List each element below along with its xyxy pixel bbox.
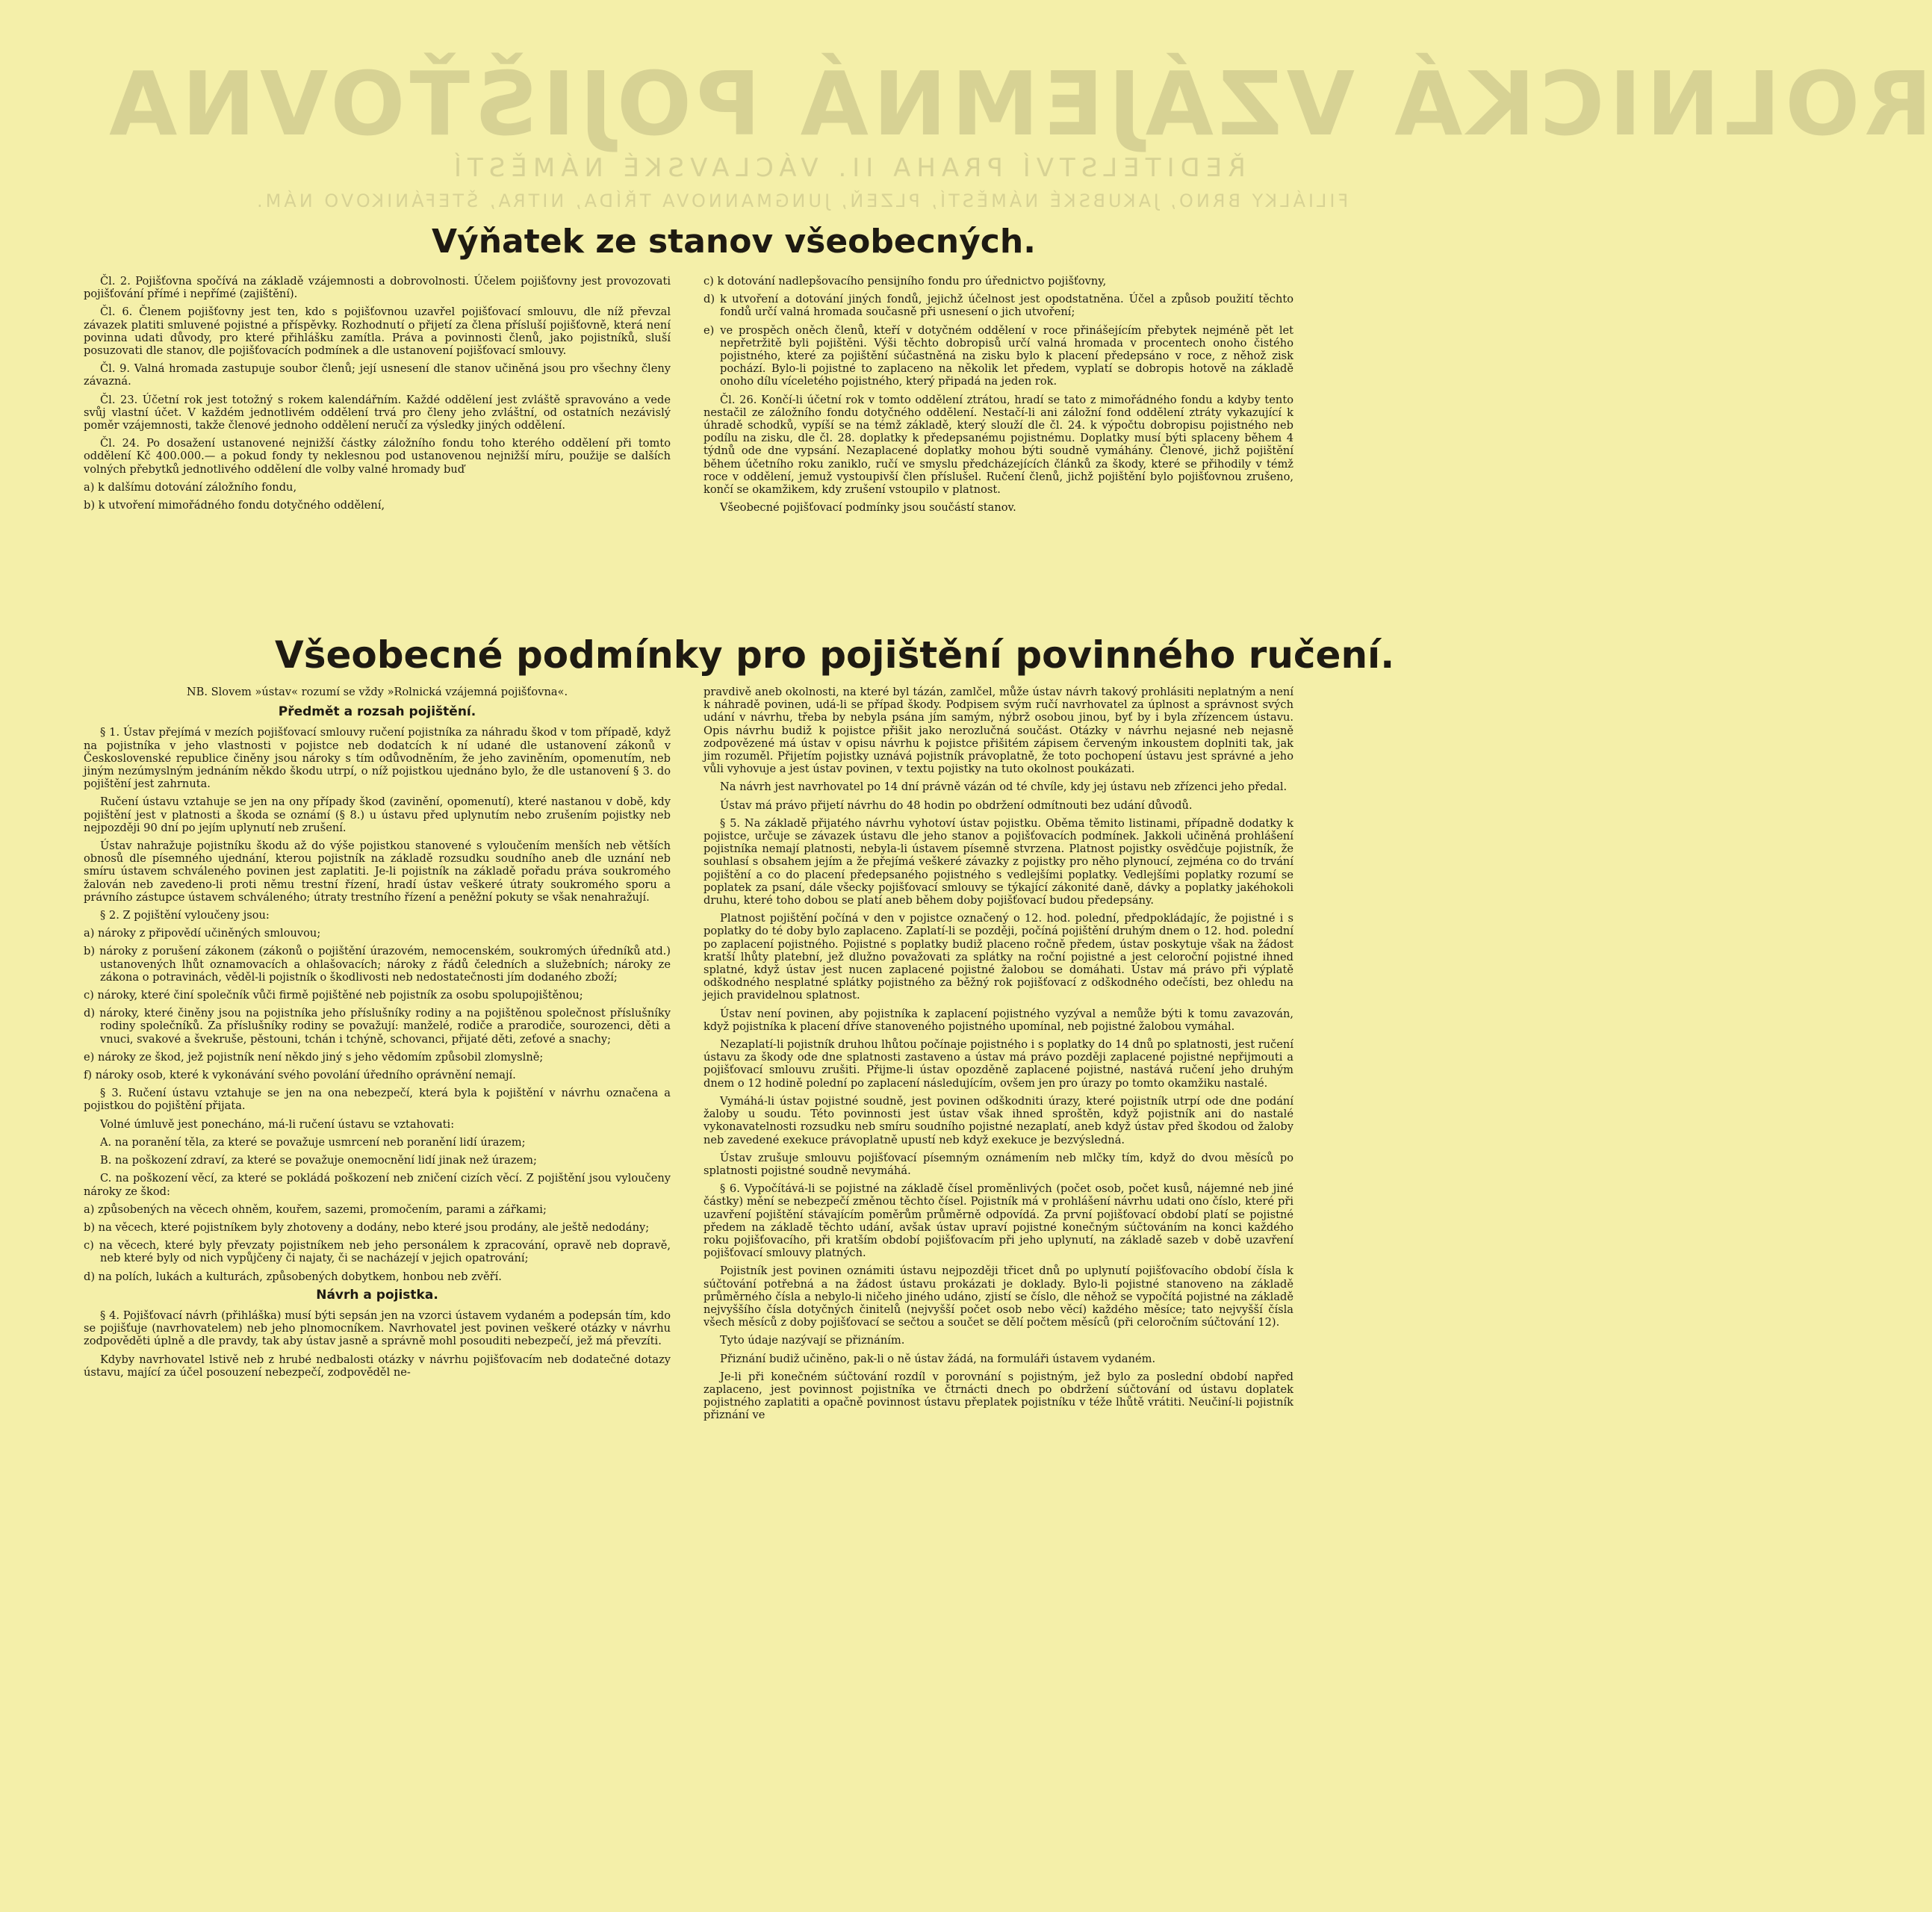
paragraph: Nezaplatí-li pojistník druhou lhůtou počínaje pojistného i s poplatky do 14 dnů po splatnosti, jest ručení ústavu za škody ode dne splatnosti zastaveno a ústav má právo později zaplacené pojistné nepřijmouti a pojišťovací smlouvu zrušiti. Přijme-li ústav opozděně zaplacené pojistné, nastává ručení jeho druhým dnem o 12 hodině polední po zaplacení následujícím, ovšem jen pro úrazy po tomto okamžiku nastalé. [703,1038,1294,1090]
paragraph: c) k dotování nadlepšovacího pensijního fondu pro úřednictvo pojišťovny, [703,275,1107,288]
paragraph: Čl. 6. Členem pojišťovny jest ten, kdo s pojišťovnou uzavřel pojišťovací smlouvu, dle níž převzal závazek platiti smluvené pojistné a příspěvky. Rozhodnutí o přijetí za člena přísluší pojišťovně, která není povinna udati důvody, pro které přihlášku zamítla. Práva a povinnosti členů, jako pojistníků, sluší posuzovati dle stanov, dle pojišťovacích podmínek a dle ustanovení pojišťovací smlouvy. [84,305,671,358]
paragraph: Ústav zrušuje smlouvu pojišťovací písemným oznámením neb mlčky tím, když do dvou měsíců po splatnosti pojistné soudně nevymáhá. [703,1151,1293,1177]
paragraph: § 3. Ručení ústavu vztahuje se jen na ona nebezpečí, která byla k pojištění v návrhu označena a pojistkou do pojištění přijata. [84,1087,671,1113]
paragraph: Platnost pojištění počíná v den v pojistce označený o 12. hod. polední, předpokládajíc, že pojistné i s poplatky do té doby bylo zaplaceno. Zaplatí-li se později, počíná pojištění druhým dnem o 12. hod. polední po zaplacení pojistného. Pojistné s poplatky budiž placeno ročně předem, ústav poskytuje však na žádost kratší lhůty platební, jež dlužno považovati za splátky na roční pojistné a jest celoroční pojistné ihned splatné, když ústav jest nucen zaplacené pojistné žalobou se domáhati. Ústav má právo při výplatě odškodného nesplatné splátky pojistného za běžný rok pojišťovací z odškodného odečísti, bez ohledu na jejich pravidelnou splatnost. [703,912,1293,1002]
paragraph: Na návrh jest navrhovatel po 14 dní právně vázán od té chvíle, kdy jej ústavu neb zřízenci jeho předal. [720,780,1288,794]
paragraph: Tyto údaje nazývají se přiznáním. [720,1334,905,1347]
paragraph: a) způsobených na věcech ohněm, kouřem, sazemi, promočením, parami a zářkami; [84,1202,547,1216]
section-heading: Předmět a rozsah pojištění. [278,704,476,720]
paragraph: e) nároky ze škod, jež pojistník není někdo jiný s jeho vědomím způsobil zlomyslně; [84,1050,544,1064]
paragraph: § 1. Ústav přejímá v mezích pojišťovací smlouvy ručení pojistníka za náhradu škod v tom případě, když na pojistníka v jeho vlastnosti v pojistce neb dodatcích k ní udané dle ustanovení zákonů v Československé republice činěny jsou nároky s tím odůvodněním, že jeho zaviněním, opomenutím, neb jiným nezúmyslným jednáním někdo škodu utrpí, o níž pojistkou ujednáno bylo, že dle ustanovení § 3. do pojištění jest zahrnuta. [84,726,671,791]
paragraph: e) ve prospěch oněch členů, kteří v dotyčném oddělení v roce přinášejícím přebytek nejméně pět let nepřetržitě byli pojištěni. Výši těchto dobropisů určí valná hromada v procentech onoho čistého pojistného, které za pojištění súčastněná na zisku bylo k placení předepsáno v roce, z něhož zisk pochází. Bylo-li pojistné to zaplaceno na několik let předem, vyplatí se dobropis hotově na základě onoho dílu víceletého pojistného, který připadá na jeden rok. [703,323,1293,388]
paragraph: b) k utvoření mimořádného fondu dotyčného oddělení, [84,499,385,512]
paragraph: Čl. 24. Po dosažení ustanovené nejnižší částky záložního fondu toho kterého oddělení při tomto oddělení Kč 400.000.— a pokud fondy ty neklesnou pod ustanovenou nejnižší míru, použije se dalších volných přebytků jednotlivého oddělení dle volby valné hromady buď [84,437,671,476]
paragraph: Ústav má právo přijetí návrhu do 48 hodin po obdržení odmítnouti bez udání důvodů. [720,798,1193,812]
paragraph: Všeobecné pojišťovací podmínky jsou součástí stanov. [720,501,1016,515]
paragraph: a) nároky z připovědí učiněných smlouvou; [84,927,321,940]
paragraph: Vymáhá-li ústav pojistné soudně, jest povinen odškodniti úrazy, které pojistník utrpí ode dne podání žaloby u soudu. Této povinnosti jest ústav však ihned sproštěn, když pojistník ani do nastalé vykonavatelnosti rozsudku neb smíru soudního pojistné nezaplatí, aneb když ústav před škodou od žaloby neb zavedené exekuce právoplatně upustí neb když exekuce je bezvýsledná. [703,1094,1293,1146]
paragraph: § 5. Na základě přijatého návrhu vyhotoví ústav pojistku. Oběma těmito listinami, případně dodatky k pojistce, určuje se závazek ústavu dle jeho stanov a pojišťovacích podmínek. Jakkoli učiněná prohlášení pojistníka nemají platnosti, nebyla-li ústavem písemně stvrzena. Platnost pojistky osvědčuje pojistník, že souhlasí s obsahem jejím a že přejímá veškeré závazky z pojistky pro něho plynoucí, zejména co do trvání pojištění a co do placení předepsaného pojistného s vedlejšími poplatky. Vedlejšími poplatky rozumí se poplatek za psaní, dále všecky pojišťovací smlouvy se týkající zákonité daně, dávky a poplatky jakéhokoli druhu, které toho dobou se platí aneb během doby pojišťovací budou předepsány. [703,816,1293,907]
paragraph: d) nároky, které činěny jsou na pojistníka jeho příslušníky rodiny a na pojištěnou společnost příslušníky rodiny společníků. Za příslušníky rodiny se považují: manželé, rodiče a prarodiče, sourozenci, děti a vnuci, svakové a švekruše, pěstouni, tchán i tchýně, schovanci, přijaté děti, zeťové a snachy; [84,1007,671,1046]
conditions-left-column [84,686,671,1384]
section-title-statutes: Výňatek ze stanov všeobecných. [432,223,1036,261]
paragraph: Ručení ústavu vztahuje se jen na ony případy škod (zavinění, opomenutí), které nastanou v době, kdy pojištění jest v platnosti a škoda se oznámí (§ 8.) u ústavu před uplynutím nebo zrušením pojistky neb nejpozději 90 dní po jejím uplynutí neb zrušení. [84,795,671,834]
paragraph: a) k dalšímu dotování záložního fondu, [84,480,297,494]
paragraph: Čl. 2. Pojišťovna spočívá na základě vzájemnosti a dobrovolnosti. Účelem pojišťovny jest provozovati pojišťování přímé i nepřímé (zajištění). [84,275,671,301]
paragraph: Volné úmluvě jest ponecháno, má-li ručení ústavu se vztahovati: [100,1117,455,1131]
paragraph: § 4. Pojišťovací návrh (přihláška) musí býti sepsán jen na vzorci ústavem vydaném a podepsán tím, kdo se pojišťuje (navrhovatelem) neb jeho plnomocníkem. Navrhovatel jest povinen veškeré otázky v návrhu zodpověděti úplně a dle pravdy, tak aby ústav jasně a správně mohl posouditi nebezpečí, jež má převzíti. [84,1309,671,1348]
paragraph: Ústav není povinen, aby pojistníka k zaplacení pojistného vyzýval a nemůže býti k tomu zavazován, když pojistníka k placení dříve stanoveného pojistného upomínal, neb pojistné žalobou vymáhal. [703,1007,1293,1033]
paragraph: Ústav nahražuje pojistníku škodu až do výše pojistkou stanovené s vyloučením menších neb větších obnosů dle písemného ujednání, kterou pojistník na základě rozsudku soudního aneb dle uznání neb smíru ústavem schváleného povinen jest zaplatiti. Je-li pojistník na základě pořadu práva soukromého žalován neb zavedeno-li proti němu trestní řízení, hradí ústav veškeré útraty soukromého sporu a právního zástupce ústavem schváleného; útraty trestního řízení a peněžní pokuty se však nenahražují. [84,839,671,904]
paragraph: § 6. Vypočítává-li se pojistné na základě čísel proměnlivých (počet osob, počet kusů, nájemné neb jiné částky) mění se nebezpečí změnou těchto čísel. Pojistník má v prohlášení návrhu udati ono číslo, které při uzavření pojištění stávajícím poměrům průměrně odpovídá. Za první pojišťovací období platí se pojistné předem na základě těchto udání, avšak ústav upraví pojistné konečným súčtováním na konci každého roku pojišťovacího, při kratším období pojišťovacím při jeho uplynutí, na základě sazeb v době uzavření pojišťovací smlouvy platných. [703,1182,1293,1260]
section-title-conditions: Všeobecné podmínky pro pojištění povinného ručení. [275,633,1395,677]
paragraph: Čl. 9. Valná hromada zastupuje soubor členů; její usnesení dle stanov učiněná jsou pro všechny členy závazná. [84,362,671,388]
section-heading: Návrh a pojistka. [316,1287,438,1303]
paragraph: Přiznání budiž učiněno, pak-li o ně ústav žádá, na formuláři ústavem vydaném. [720,1352,1156,1365]
paragraph: Je-li při konečném súčtování rozdíl v porovnání s pojistným, jež bylo za poslední období napřed zaplaceno, jest povinnost pojistníka ve čtrnácti dnech po obdržení súčtování od ústavu doplatek pojistného zaplatiti a opačně povinnost ústavu přeplatek pojistníku v téže lhůtě vrátiti. Neučiní-li pojistník přiznání ve [703,1370,1293,1422]
paragraph: d) na polích, lukách a kulturách, způsobených dobytkem, honbou neb zvěří. [84,1270,502,1283]
paragraph: NB. Slovem »ústav« rozumí se vždy »Rolnická vzájemná pojišťovna«. [186,686,568,698]
statutes-left-column [84,275,671,517]
paragraph: § 2. Z pojištění vyloučeny jsou: [100,909,270,922]
paragraph: c) na věcech, které byly převzaty pojistníkem neb jeho personálem k zpracování, opravě neb dopravě, neb které byly od nich vypůjčeny či najaty, či se nacházejí v jejich opatrování; [84,1239,671,1265]
paragraph: b) nároky z porušení zákonem (zákonů o pojištění úrazovém, nemocenském, soukromých úředníků atd.) ustanovených lhůt oznamovacích a ohlašovacích; nároky z řádů čeledních a služebních; nároky ze zákona o potravinách, věděl-li pojistník o škodlivosti neb nedostatečnosti jím dodaného zboží; [84,945,671,984]
paragraph: C. na poškození věcí, za které se pokládá poškození neb zničení cizích věcí. Z pojištění jsou vyloučeny nároky ze škod: [84,1172,671,1198]
paragraph: Kdyby navrhovatel lstivě neb z hrubé nedbalosti otázky v návrhu pojišťovacím neb dodatečné dotazy ústavu, mající za účel posouzení nebezpečí, zodpověděl ne- [84,1353,671,1379]
statutes-right-column [703,275,1293,519]
bleed-line-2: ŘEDITELSTVÍ PRAHA II. VÁCLAVSKÉ NÁMĚSTÍ [448,153,1246,183]
paragraph: b) na věcech, které pojistníkem byly zhotoveny a dodány, nebo které jsou prodány, ale ještě nedodány; [84,1220,650,1234]
bleed-line-1: ROLNICKÁ VZÁJEMNÁ POJIŠŤOVNA [105,52,1932,155]
paragraph: pravdivě aneb okolnosti, na které byl tázán, zamlčel, může ústav návrh takový prohlásiti neplatným a není k náhradě povinen, udá-li se případ škody. Podpisem svým ručí navrhovatel za úplnost a správnost svých udání v návrhu, třeba by nebyla psána jím samým, nýbrž osobou jinou, byť by i byla zřízencem ústavu. Opis návrhu budiž k pojistce přišit jako nerozlučná součást. Otázky v návrhu nejasné neb nejasně zodpovězené má ústav v opisu návrhu k pojistce přišitém zápisem červeným inkoustem doplniti tak, jak jim rozuměl. Přijetím pojistky uznává pojistník právoplatně, že toto pochopení ústavu jest správné a jeho vůli vyhovuje a jest ústav povinen, v textu pojistky na tuto okolnost poukázati. [703,686,1293,776]
bleed-through-letterhead [0,52,1932,217]
paragraph: Pojistník jest povinen oznámiti ústavu nejpozději třicet dnů po uplynutí pojišťovacího období čísla k súčtování potřebná a na žádost ústavu prokázati je doklady. Bylo-li pojistné stanoveno na základě průměrného čísla a nebylo-li ničeho jiného udáno, zjistí se číslo, dle něhož se vypočítá pojistné na základě nejvyššího čísla dotyčných činitelů (nejvyšší počet osob nebo věcí) každého měsíce; tato nejvyšší čísla všech měsíců z doby pojišťovací se sečtou a součet se dělí počtem měsíců (při celoročním súčtování 12). [703,1264,1293,1329]
conditions-right-column [703,686,1293,1427]
paragraph: c) nároky, které činí společník vůči firmě pojištěné neb pojistník za osobu spolupojištěnou; [84,989,583,1002]
bleed-line-3: FILIÁLKY BRNO, JAKUBSKÉ NÁMĚSTÍ, PLZEŇ, JUNGMANNOVA TŘÍDA, NITRA, ŠTEFÁNIKOVO NÁM. [254,190,1349,211]
paragraph: A. na poranění těla, za které se považuje usmrcení neb poranění lidí úrazem; [100,1135,526,1149]
paragraph: Čl. 23. Účetní rok jest totožný s rokem kalendářním. Každé oddělení jest zvláště spravováno a vede svůj vlastní účet. V každém jednotlivém oddělení trvá pro členy jeho zvláštní, od ostatních nezávislý poměr vzájemnosti, takže členové jednoho oddělení neručí za výsledky jiných oddělení. [84,393,671,432]
paragraph: Čl. 26. Končí-li účetní rok v tomto oddělení ztrátou, hradí se tato z mimořádného fondu a kdyby tento nestačil ze záložního fondu dotyčného oddělení. Nestačí-li ani záložní fond oddělení ztráty vykazující k úhradě schodků, vypíší se na témž základě, který slouží dle čl. 24. k výpočtu dobropisu pojistného neb podílu na zisku, dle čl. 28. doplatky k předepsanému pojistnému. Doplatky musí býti splaceny během 4 týdnů ode dne vypsání. Nezaplacené doplatky mohou býti soudně vymáhány. Členové, jichž pojištění během účetního roku zaniklo, ručí ve smyslu předcházejících článků za škody, které se přihodily v témž roce v oddělení, jemuž vystoupivší člen příslušel. Ručení členů, jichž pojištění bylo pojišťovnou zrušeno, končí se okamžikem, kdy zrušení vstoupilo v platnost. [703,393,1293,497]
paragraph: B. na poškození zdraví, za které se považuje onemocnění lidí jinak než úrazem; [100,1154,537,1167]
paragraph: f) nároky osob, které k vykonávání svého povolání úředního oprávnění nemají. [84,1069,516,1082]
paragraph: d) k utvoření a dotování jiných fondů, jejichž účelnost jest opodstatněna. Účel a způsob použití těchto fondů určí valná hromada současně při usnesení o jich utvoření; [703,293,1293,319]
